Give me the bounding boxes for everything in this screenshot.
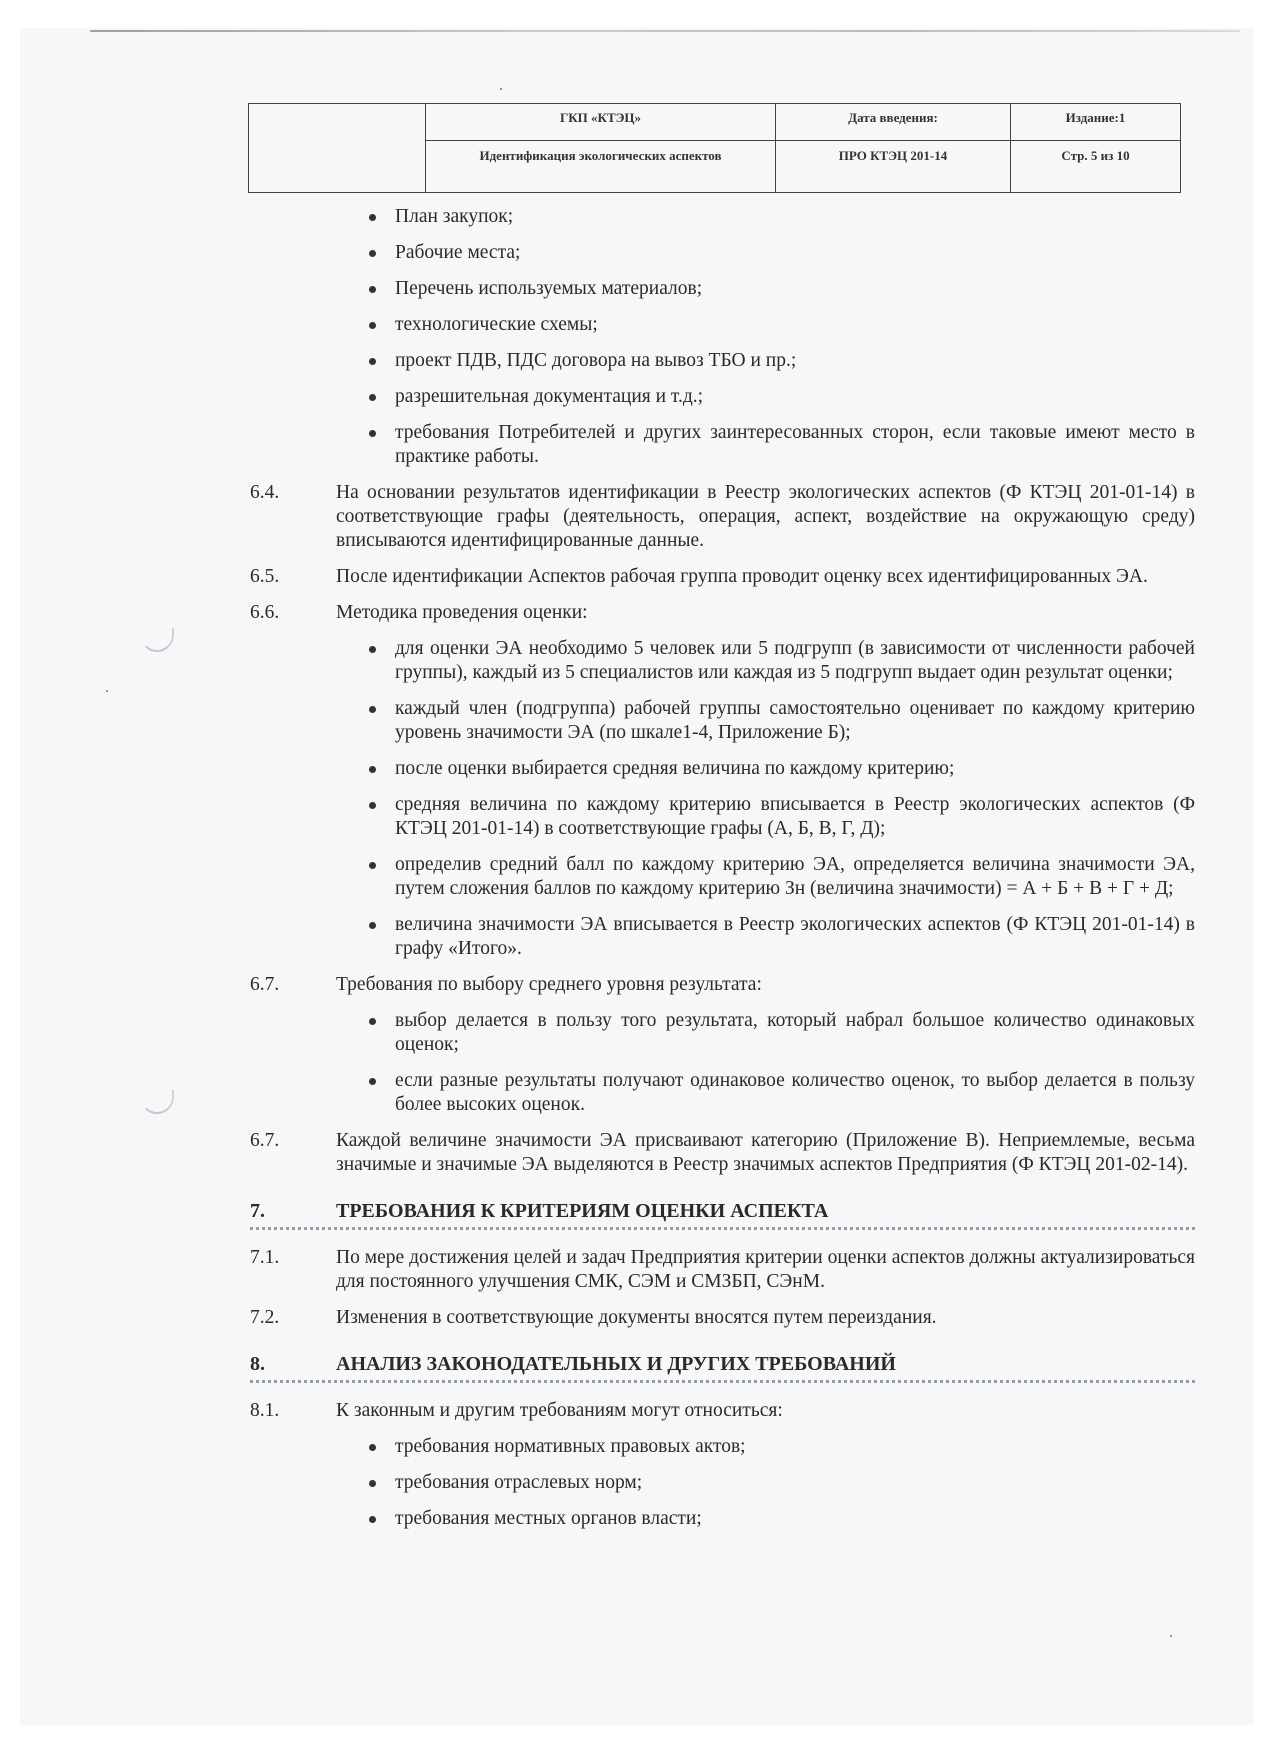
section-number: 8. [250,1353,265,1375]
document-header-table [248,103,1181,193]
list-item: Перечень используемых материалов; [250,277,1195,301]
page-edge-shadow [90,30,1240,32]
scan-speck [500,88,502,90]
paragraph-number: 6.6. [250,602,280,623]
list-item: требования нормативных правовых актов; [250,1435,1195,1459]
paragraph-7-1: 7.1. По мере достижения целей и задач Предприятия критерии оценки аспектов должны актуализироваться для постоянного улучшения СМК, СЭМ и СМЗБП, СЭнМ. [250,1247,1195,1292]
list-item: выбор делается в пользу того результата, который набрал большое количество одинаковых оценок; [250,1009,1195,1057]
list-item: технологические схемы; [250,313,1195,337]
bullet-icon [369,1018,376,1025]
edition-number: Издание:1 [1011,104,1181,141]
bullet-icon [369,286,376,293]
bullet-icon [369,1444,376,1451]
assessment-method-list [336,637,1195,961]
section-7-heading: 7. ТРЕБОВАНИЯ К КРИТЕРИЯМ ОЦЕНКИ АСПЕКТА [250,1199,1195,1230]
effective-date-label: Дата введения: [776,104,1011,141]
paragraph-number: 6.7. [250,1130,280,1151]
paragraph-6-6: 6.6. Методика проведения оценки: для оценки ЭА необходимо 5 человек или 5 подгрупп (в зависимости от численности рабочей группы), каждый из 5 специалистов или каждая из 5 подгрупп выдает один результат оценки; каждый член (подгруппа) рабочей группы самостоятельно оценивает по каждому критерию уровень значимости ЭА (по шкале1-4, Приложение Б); после оценки выбирается средняя величина по каждому критерию; средняя величина по каждому критерию вписывается в Реестр экологических аспектов (Ф КТЭЦ 201-01-14) в соответствующие графы (А, Б, В, Г, Д); определив средний балл по каждому критерию ЭА, определяется величина значимости ЭА, путем сложения баллов по каждому критерию Зн (величина значимости) = А + Б + В + Г + Д; величина значимости ЭА вписывается в Реестр экологических аспектов (Ф КТЭЦ 201-01-14) в графу «Итого». [250,602,1195,959]
bullet-icon [369,706,376,713]
section-number: 7. [250,1200,265,1222]
intro-bullet-list [250,205,1195,469]
paragraph-7-2: 7.2. Изменения в соответствующие документы вносятся путем переиздания. [250,1307,937,1328]
list-item: определив средний балл по каждому критерию ЭА, определяется величина значимости ЭА, путем сложения баллов по каждому критерию Зн (величина значимости) = А + Б + В + Г + Д; [250,853,1195,901]
list-item: после оценки выбирается средняя величина по каждому критерию; [250,757,1195,781]
list-item: требования Потребителей и других заинтересованных сторон, если таковые имеют место в практике работы. [250,421,1195,469]
paragraph-number: 7.2. [250,1307,280,1328]
paragraph-number: 6.4. [250,482,280,503]
list-item: требования местных органов власти; [250,1507,1195,1531]
bullet-icon [369,214,376,221]
bullet-icon [369,1516,376,1523]
page-number: Стр. 5 из 10 [1011,141,1181,193]
list-item: каждый член (подгруппа) рабочей группы самостоятельно оценивает по каждому критерию уровень значимости ЭА (по шкале1-4, Приложение Б); [250,697,1195,745]
document-title: Идентификация экологических аспектов [426,141,776,193]
list-item: если разные результаты получают одинаковое количество оценок, то выбор делается в пользу более высоких оценок. [250,1069,1195,1117]
document-body [250,205,1195,1543]
list-item: для оценки ЭА необходимо 5 человек или 5 подгрупп (в зависимости от численности рабочей группы), каждый из 5 специалистов или каждая из 5 подгрупп выдает один результат оценки; [250,637,1195,685]
paragraph-6-5: 6.5. После идентификации Аспектов рабочая группа проводит оценку всех идентифицированных ЭА. [250,566,1148,587]
list-item: средняя величина по каждому критерию вписывается в Реестр экологических аспектов (Ф КТЭЦ 201-01-14) в соответствующие графы (А, Б, В, Г, Д); [250,793,1195,841]
scan-speck [1170,1635,1172,1637]
legal-requirements-list [336,1435,1195,1531]
list-item: величина значимости ЭА вписывается в Реестр экологических аспектов (Ф КТЭЦ 201-01-14) в графу «Итого». [250,913,1195,961]
bullet-icon [369,394,376,401]
bullet-icon [369,430,376,437]
bullet-icon [369,802,376,809]
organization-name: ГКП «КТЭЦ» [426,104,776,141]
bullet-icon [369,358,376,365]
bullet-icon [369,646,376,653]
paragraph-number: 6.5. [250,566,280,587]
bullet-icon [369,250,376,257]
paragraph-number: 7.1. [250,1247,280,1268]
paragraph-number: 8.1. [250,1400,280,1421]
paragraph-8-1: 8.1. К законным и другим требованиям могут относиться: требования нормативных правовых актов; требования отраслевых норм; требования местных органов власти; [250,1399,1195,1531]
selection-rules-list [336,1009,1195,1117]
paragraph-6-7-categories: 6.7. Каждой величине значимости ЭА присваивают категорию (Приложение В). Неприемлемые, весьма значимые и значимые ЭА выделяются в Реестр значимых аспектов Предприятия (Ф КТЭЦ 201-02-14). [250,1130,1195,1175]
bullet-icon [369,1480,376,1487]
list-item: проект ПДВ, ПДС договора на вывоз ТБО и пр.; [250,349,1195,373]
document-code: ПРО КТЭЦ 201-14 [776,141,1011,193]
scan-speck [106,690,108,692]
list-item: требования отраслевых норм; [250,1471,1195,1495]
paragraph-6-4: 6.4. На основании результатов идентификации в Реестр экологических аспектов (Ф КТЭЦ 201-01-14) в соответствующие графы (деятельность, операция, аспект, воздействие на окружающую среду) вписываются идентифицированные данные. [250,482,1195,551]
paragraph-number: 6.7. [250,974,280,995]
logo-cell [249,104,426,193]
list-item: План закупок; [250,205,1195,229]
bullet-icon [369,766,376,773]
section-8-heading: 8. АНАЛИЗ ЗАКОНОДАТЕЛЬНЫХ И ДРУГИХ ТРЕБОВАНИЙ [250,1352,1195,1383]
bullet-icon [369,1078,376,1085]
list-item: Рабочие места; [250,241,1195,265]
bullet-icon [369,862,376,869]
bullet-icon [369,922,376,929]
list-item: разрешительная документация и т.д.; [250,385,1195,409]
paragraph-6-7: 6.7. Требования по выбору среднего уровня результата: выбор делается в пользу того результата, который набрал большое количество одинаковых оценок; если разные результаты получают одинаковое количество оценок, то выбор делается в пользу более высоких оценок. [250,974,1195,1115]
bullet-icon [369,322,376,329]
